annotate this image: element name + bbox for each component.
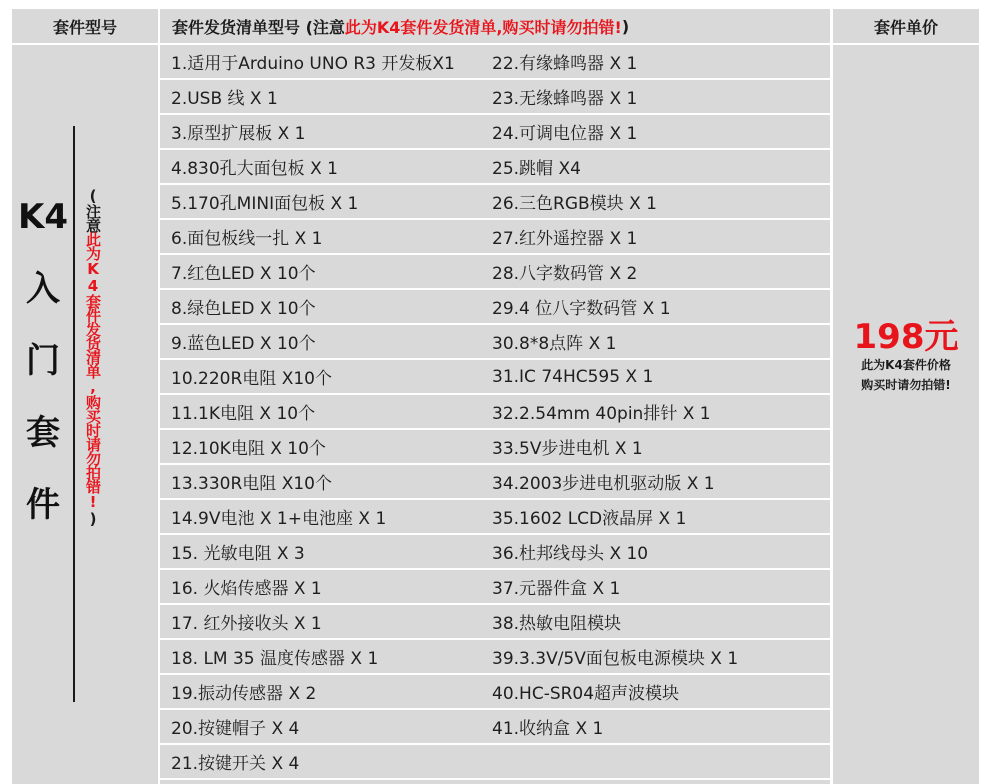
- item-cell-left: 7.红色LED X 10个: [171, 264, 316, 284]
- kit-price-note-line: 此为K4套件价格: [861, 358, 951, 372]
- item-cell-right: 39.3.3V/5V面包板电源模块 X 1: [492, 649, 739, 669]
- table-row: [160, 80, 830, 115]
- table-row: [160, 255, 830, 290]
- item-cell-right: 34.2003步进电机驱动版 X 1: [492, 474, 715, 494]
- table-row: [160, 465, 830, 500]
- shipping-list-header-warning: 此为K4套件发货清单,购买时请勿拍错!: [344, 17, 622, 37]
- item-cell-left: 15. 光敏电阻 X 3: [171, 544, 305, 564]
- shipping-list-header-suffix: ): [621, 16, 630, 36]
- table-row: [160, 290, 830, 325]
- item-cell-left: 3.原型扩展板 X 1: [171, 124, 306, 144]
- item-cell-left: 4.830孔大面包板 X 1: [171, 159, 338, 179]
- item-cell-right: 31.IC 74HC595 X 1: [492, 366, 654, 387]
- kit-note-prefix: (注意: [84, 187, 102, 232]
- item-cell-right: 22.有缘蜂鸣器 X 1: [492, 54, 638, 74]
- item-cell-right: 33.5V步进电机 X 1: [492, 439, 643, 459]
- item-cell-left: 13.330R电阻 X10个: [171, 474, 332, 494]
- kit-title-char: 入: [26, 269, 60, 309]
- item-cell-left: 8.绿色LED X 10个: [171, 299, 316, 319]
- vertical-divider-line: [73, 126, 75, 702]
- shipping-list-header-prefix: 套件发货清单型号 (注意: [172, 17, 345, 37]
- item-cell-left: 17. 红外接收头 X 1: [171, 614, 322, 634]
- item-cell-left: 18. LM 35 温度传感器 X 1: [171, 649, 379, 669]
- table-row: [160, 45, 830, 80]
- table-row: [160, 430, 830, 465]
- kit-price-value: 198元: [853, 317, 959, 357]
- shipping-list-rows: [160, 45, 830, 780]
- item-cell-right: 40.HC-SR04超声波模块: [492, 684, 680, 704]
- item-cell-left: 12.10K电阻 X 10个: [171, 439, 326, 459]
- table-row: [160, 535, 830, 570]
- item-cell-right: 25.跳帽 X4: [492, 159, 581, 179]
- shipping-list-header: [160, 9, 830, 45]
- table-row: [160, 745, 830, 780]
- table-row: [160, 640, 830, 675]
- item-cell-left: 14.9V电池 X 1+电池座 X 1: [171, 509, 387, 529]
- table-row: [160, 220, 830, 255]
- item-cell-left: 1.适用于Arduino UNO R3 开发板X1: [171, 54, 455, 74]
- table-row: [160, 325, 830, 360]
- item-cell-right: 35.1602 LCD液晶屏 X 1: [492, 509, 687, 529]
- table-row: [160, 500, 830, 535]
- item-cell-left: 20.按键帽子 X 4: [171, 719, 300, 739]
- kit-title: [18, 181, 69, 541]
- item-cell-right: 36.杜邦线母头 X 10: [492, 544, 649, 564]
- item-cell-right: 24.可调电位器 X 1: [492, 124, 638, 144]
- kit-model-header: 套件型号: [12, 9, 158, 45]
- item-cell-right: 41.收纳盒 X 1: [492, 719, 604, 739]
- item-cell-right: 26.三色RGB模块 X 1: [492, 194, 657, 214]
- kit-title-char: 套: [26, 413, 60, 453]
- table-row: [160, 150, 830, 185]
- kit-note-suffix: ): [84, 510, 102, 527]
- kit-price-note: [833, 355, 979, 395]
- kit-note-warning: 此为K4套件发货清单,购买时请勿拍错!: [84, 232, 102, 510]
- item-cell-right: 27.红外遥控器 X 1: [492, 229, 638, 249]
- item-cell-left: 21.按键开关 X 4: [171, 754, 300, 774]
- item-cell-left: 2.USB 线 X 1: [171, 89, 278, 109]
- item-cell-right: 32.2.54mm 40pin排针 X 1: [492, 404, 711, 424]
- item-cell-right: 29.4 位八字数码管 X 1: [492, 299, 671, 319]
- kit-price-note-line: 购买时请勿拍错!: [861, 378, 951, 392]
- kit-vertical-note: [82, 187, 104, 527]
- kit-model-column: [12, 9, 158, 784]
- item-cell-left: 6.面包板线一扎 X 1: [171, 229, 323, 249]
- item-cell-left: 5.170孔MINI面包板 X 1: [171, 194, 359, 214]
- kit-price-column: [833, 9, 979, 784]
- item-cell-right: 23.无缘蜂鸣器 X 1: [492, 89, 638, 109]
- table-row: [160, 605, 830, 640]
- item-cell-left: 19.振动传感器 X 2: [171, 684, 317, 704]
- table-row: [160, 185, 830, 220]
- item-cell-right: 38.热敏电阻模块: [492, 614, 622, 634]
- table-row: [160, 710, 830, 745]
- table-row: [160, 395, 830, 430]
- table-row: [160, 570, 830, 605]
- item-cell-left: 10.220R电阻 X10个: [171, 369, 332, 389]
- item-cell-right: 37.元器件盒 X 1: [492, 579, 621, 599]
- table-row: [160, 360, 830, 395]
- item-cell-right: 28.八字数码管 X 2: [492, 264, 638, 284]
- item-cell-left: 16. 火焰传感器 X 1: [171, 579, 322, 599]
- kit-title-char: 件: [26, 485, 60, 525]
- item-cell-left: 9.蓝色LED X 10个: [171, 334, 316, 354]
- kit-title-char: K4: [18, 197, 69, 237]
- table-row: [160, 675, 830, 710]
- kit-price-header: 套件单价: [833, 9, 979, 45]
- table-row: [160, 115, 830, 150]
- kit-title-char: 门: [26, 341, 60, 381]
- shipping-list-column: [160, 9, 830, 784]
- item-cell-left: 11.1K电阻 X 10个: [171, 404, 316, 424]
- item-cell-right: 30.8*8点阵 X 1: [492, 334, 617, 354]
